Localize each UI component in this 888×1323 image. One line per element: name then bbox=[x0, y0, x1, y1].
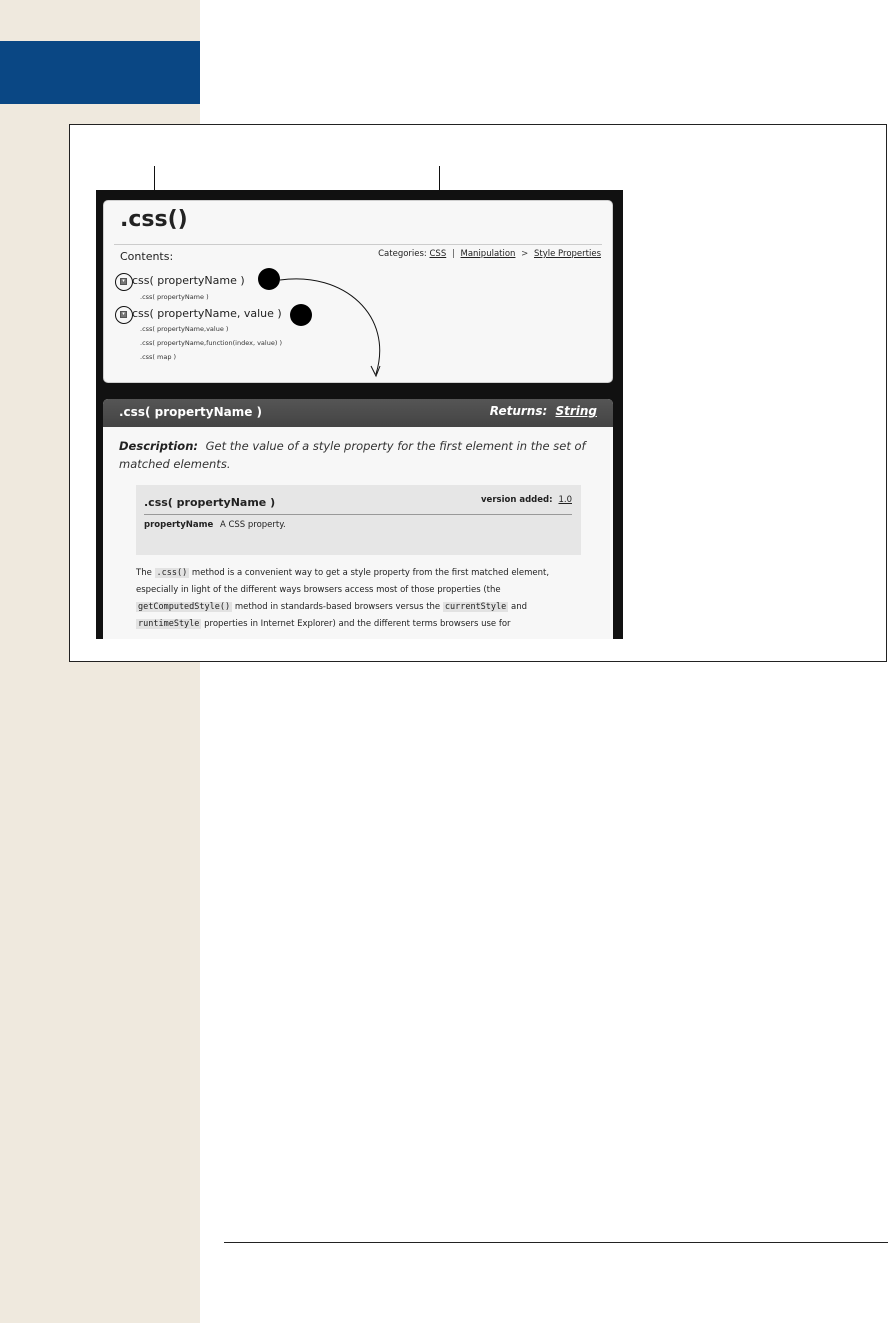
entry-panel bbox=[103, 399, 613, 639]
version-link[interactable]: 1.0 bbox=[558, 495, 572, 505]
parameter-name: propertyName bbox=[144, 520, 214, 530]
entry-signature: .css( propertyName ) bbox=[119, 405, 263, 419]
page-title: .css() bbox=[120, 207, 188, 232]
entry-body-text bbox=[136, 565, 586, 633]
category-link-css[interactable]: CSS bbox=[429, 249, 447, 259]
figure-frame bbox=[69, 124, 887, 662]
body-text: The bbox=[136, 568, 155, 578]
toc-subitem[interactable]: .css( map ) bbox=[140, 353, 177, 361]
browser-screenshot bbox=[96, 190, 623, 639]
expand-toggle-icon[interactable]: ▾ bbox=[120, 311, 127, 318]
inline-code: getComputedStyle() bbox=[138, 602, 231, 612]
version-label: version added: bbox=[481, 495, 553, 505]
body-text: properties in Internet Explorer) and the different terms browsers use for bbox=[201, 619, 511, 629]
toc-item-css-propertyname[interactable]: css( propertyName ) bbox=[132, 274, 245, 287]
contents-label: Contents: bbox=[120, 250, 174, 263]
toc-subitem[interactable]: .css( propertyName ) bbox=[140, 293, 209, 301]
parameter-row bbox=[144, 520, 286, 530]
inline-code: currentStyle bbox=[444, 602, 507, 612]
category-separator: | bbox=[451, 249, 455, 259]
footer-rule bbox=[224, 1242, 888, 1243]
expand-toggle-icon[interactable]: ▾ bbox=[120, 278, 127, 285]
toc-subitem[interactable]: .css( propertyName,function(index, value) ) bbox=[140, 339, 282, 347]
parameter-description: A CSS property. bbox=[219, 520, 286, 530]
signature-divider bbox=[144, 514, 572, 515]
category-link-style-properties[interactable]: Style Properties bbox=[533, 249, 601, 259]
description-text: Get the value of a style property for the first element in the set of matched elements. bbox=[119, 439, 586, 471]
callout-arrow bbox=[104, 201, 614, 384]
category-separator: > bbox=[521, 249, 529, 259]
body-text: and bbox=[508, 602, 527, 612]
api-summary-panel bbox=[103, 200, 613, 383]
inline-code: .css() bbox=[156, 568, 188, 578]
chapter-tab bbox=[0, 41, 200, 104]
signature-box bbox=[136, 485, 581, 555]
returns-type-link[interactable]: String bbox=[555, 404, 597, 418]
returns-info bbox=[490, 404, 597, 418]
categories-label: Categories: bbox=[378, 249, 427, 259]
version-added bbox=[481, 495, 572, 505]
entry-description bbox=[119, 437, 589, 473]
body-text: method in standards-based browsers versus the bbox=[232, 602, 443, 612]
body-text: method is a convenient way to get a style property from the first matched element, especially in light of the different ways browsers access most of those properties (the bbox=[136, 568, 550, 595]
entry-header bbox=[103, 399, 613, 427]
description-label: Description: bbox=[119, 439, 198, 453]
signature-title: .css( propertyName ) bbox=[144, 496, 276, 509]
toc-item-css-propertyname-value[interactable]: css( propertyName, value ) bbox=[132, 307, 282, 320]
returns-label: Returns: bbox=[489, 404, 548, 418]
toc-subitem[interactable]: .css( propertyName,value ) bbox=[140, 325, 229, 333]
inline-code: runtimeStyle bbox=[138, 619, 200, 629]
category-link-manipulation[interactable]: Manipulation bbox=[460, 249, 516, 259]
